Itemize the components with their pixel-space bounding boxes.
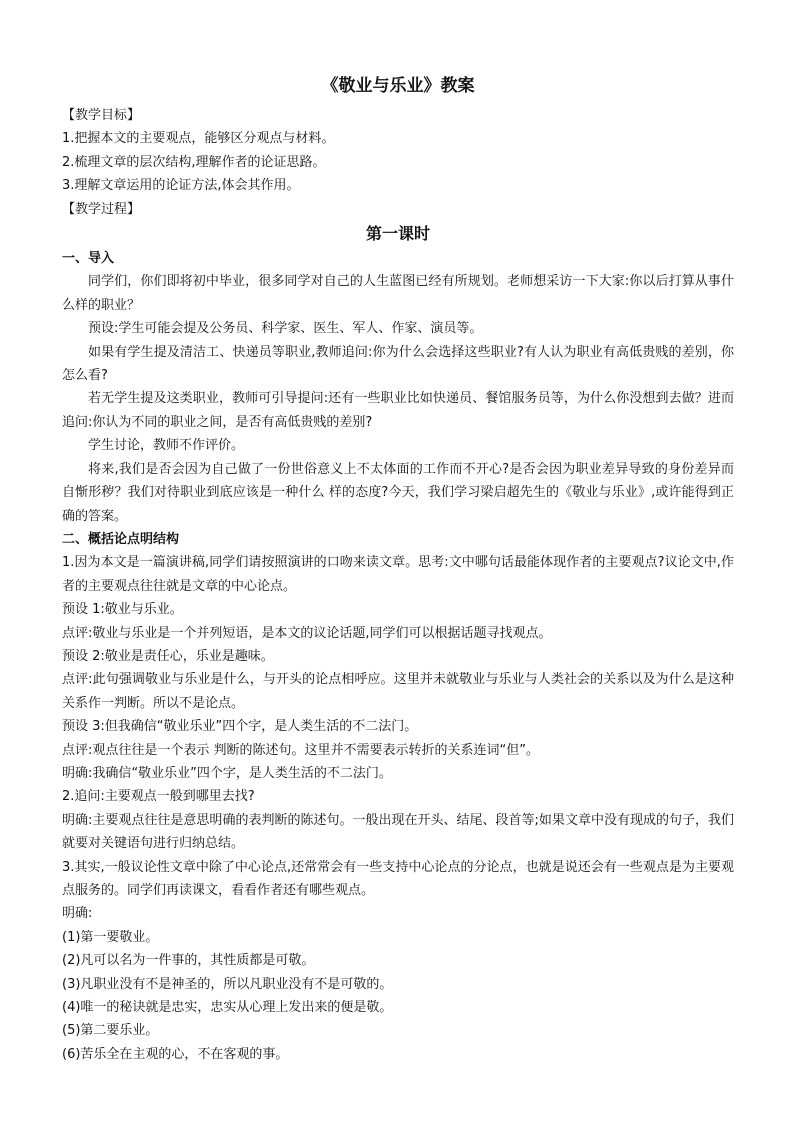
summary-line: 点评:此句强调敬业与乐业是什么，与开头的论点相呼应。这里并未就敬业与乐业与人类社会的关系以及为什么是这种关系作一判断。所以不是论点。 xyxy=(62,672,734,711)
document-page xyxy=(62,74,734,1066)
process-heading: 【教学过程】 xyxy=(62,201,141,217)
document-title: 《敬业与乐业》教案 xyxy=(321,76,475,96)
intro-paragraph: 同学们，你们即将初中毕业，很多同学对自己的人生蓝图已经有所规划。老师想采访一下大家:你以后打算从事什么样的职业？ xyxy=(62,274,734,313)
summary-line: 3.其实,一般议论性文章中除了中心论点,还常常会有一些支持中心论点的分论点，也就是说还会有一些观点是为主要观点服务的。同学们再读课文，看看作者还有哪些观点。 xyxy=(62,859,734,898)
summary-line: (3)凡职业没有不是神圣的，所以凡职业没有不是可敬的。 xyxy=(62,976,393,992)
goal-item: 1.把握本文的主要观点，能够区分观点与材料。 xyxy=(62,131,335,147)
intro-paragraph: 将来,我们是否会因为自己做了一份世俗意义上不太体面的工作而不开心?是否会因为职业差异导致的身份差异而自惭形秽？我们对待职业到底应该是一种什么 样的态度?今天，我们学习梁启超先生的《敬业与乐业》,或许能得到正确的答案。 xyxy=(62,461,734,524)
lesson-title: 第一课时 xyxy=(365,224,430,244)
intro-paragraph: 若无学生提及这类职业，教师可引导提问:还有一些职业比如快递员、餐馆服务员等，为什么你没想到去做？进而追问:你认为不同的职业之间，是否有高低贵贱的差别? xyxy=(62,391,734,430)
summary-line: 明确: xyxy=(62,906,93,922)
section-heading-summary: 二、概括论点明结构 xyxy=(62,531,180,547)
summary-line: 点评:观点往往是一个表示 判断的陈述句。这里并不需要表示转折的关系连词“但”。 xyxy=(62,742,539,758)
summary-line: 预设 1:敬业与乐业。 xyxy=(62,602,183,618)
summary-line: 明确:主要观点往往是意思明确的表判断的陈述句。一般出现在开头、结尾、段首等;如果文章中没有现成的句子，我们就要对关键语句进行归纳总结。 xyxy=(62,812,734,852)
section-heading-intro: 一、导入 xyxy=(62,251,115,267)
summary-line: (2)凡可以名为一件事的，其性质都是可敬。 xyxy=(62,953,315,969)
summary-line: 1.因为本文是一篇演讲稿,同学们请按照演讲的口吻来读文章。思考:文中哪句话最能体现作者的主要观点?议论文中,作者的主要观点往往就是文章的中心论点。 xyxy=(62,555,734,594)
intro-paragraph: 如果有学生提及清洁工、快递员等职业,教师追问:你为什么会选择这些职业?有人认为职业有高低贵贱的差别，你怎么看? xyxy=(62,344,734,384)
summary-line: 2.追问:主要观点一般到哪里去找? xyxy=(62,789,255,805)
summary-line: 点评:敬业与乐业是一个并列短语，是本文的议论话题,同学们可以根据话题寻找观点。 xyxy=(62,625,552,641)
goals-heading: 【教学目标】 xyxy=(62,108,141,123)
summary-line: 预设 2:敬业是责任心，乐业是趣味。 xyxy=(62,648,274,664)
summary-line: 明确:我确信“敬业乐业”四个字，是人类生活的不二法门。 xyxy=(62,765,392,781)
intro-paragraph: 预设:学生可能会提及公务员、科学家、医生、军人、作家、演员等。 xyxy=(88,321,483,337)
goal-item: 3.理解文章运用的论证方法,体会其作用。 xyxy=(62,178,300,194)
summary-line: (5)第二要乐业。 xyxy=(62,1023,159,1039)
goal-item: 2.梳理文章的层次结构,理解作者的论证思路。 xyxy=(62,154,326,170)
summary-line: (4)唯一的秘诀就是忠实，忠实从心理上发出来的便是敬。 xyxy=(62,1000,393,1016)
intro-paragraph: 学生讨论，教师不作评价。 xyxy=(88,438,245,454)
summary-line: (1)第一要敬业。 xyxy=(62,929,159,945)
summary-line: (6)苦乐全在主观的心，不在客观的事。 xyxy=(62,1046,289,1062)
summary-line: 预设 3:但我确信“敬业乐业”四个字，是人类生活的不二法门。 xyxy=(62,719,418,735)
